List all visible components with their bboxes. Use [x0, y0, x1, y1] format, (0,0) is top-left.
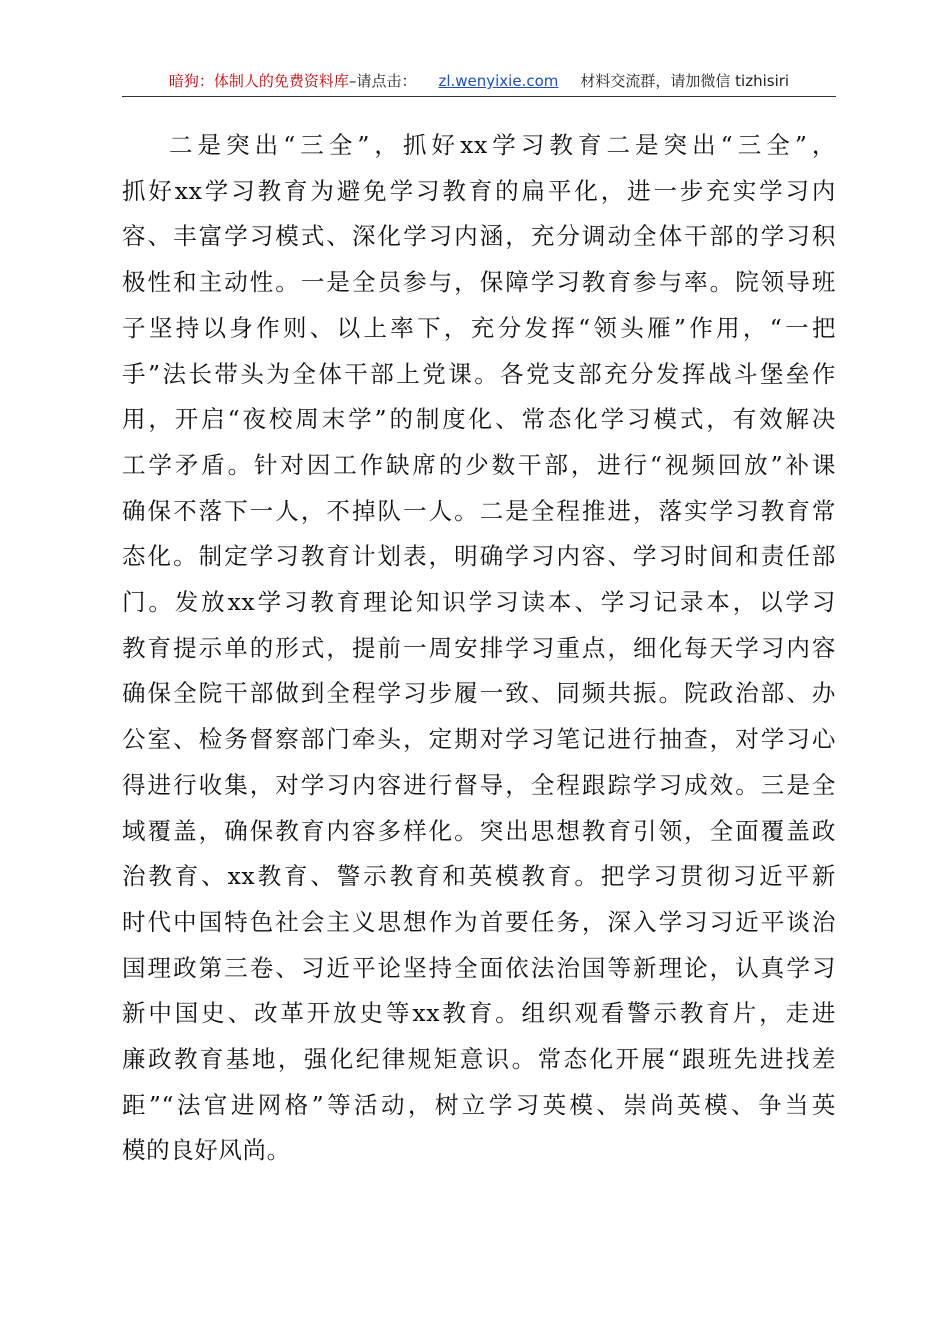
paragraph-line: 门。发放xx学习教育理论知识学习读本、学习记录本，以学习 [122, 588, 836, 617]
paragraph-line: 公室、检务督察部门牵头，定期对学习笔记进行抽查，对学习心 [122, 725, 836, 754]
page-header [122, 70, 836, 97]
paragraph-line: 模的良好风尚。 [122, 1136, 291, 1165]
paragraph-line: 二是突出“三全”，抓好xx学习教育二是突出“三全”， [169, 131, 836, 159]
header-link[interactable]: zl.wenyixie.com [438, 72, 559, 90]
paragraph-line: 时代中国特色社会主义思想作为首要任务，深入学习习近平谈治 [122, 907, 836, 936]
header-prompt: –请点击： [348, 72, 417, 90]
document-body [122, 123, 836, 1174]
paragraph-line: 极性和主动性。一是全员参与，保障学习教育参与率。院领导班 [122, 268, 836, 297]
paragraph-line: 确保全院干部做到全程学习步履一致、同频共振。院政治部、办 [122, 679, 836, 708]
paragraph-line: 手”法长带头为全体干部上党课。各党支部充分发挥战斗堡垒作 [122, 359, 836, 388]
paragraph-line: 治教育、xx教育、警示教育和英模教育。把学习贯彻习近平新 [122, 862, 836, 891]
paragraph-line: 域覆盖，确保教育内容多样化。突出思想教育引领，全面覆盖政 [122, 816, 836, 845]
header-brand: 暗狗：体制人的免费资料库 [168, 72, 349, 90]
paragraph-line: 教育提示单的形式，提前一周安排学习重点，细化每天学习内容 [122, 633, 836, 662]
paragraph-line: 态化。制定学习教育计划表，明确学习内容、学习时间和责任部 [122, 542, 836, 571]
paragraph-line: 抓好xx学习教育为避免学习教育的扁平化，进一步充实学习内 [122, 176, 836, 205]
paragraph-line: 子坚持以身作则、以上率下，充分发挥“领头雁”作用，“一把 [122, 313, 836, 342]
paragraph-line: 得进行收集，对学习内容进行督导，全程跟踪学习成效。三是全 [122, 770, 836, 799]
paragraph-line: 确保不落下一人，不掉队一人。二是全程推进，落实学习教育常 [122, 496, 836, 525]
paragraph-line: 新中国史、改革开放史等xx教育。组织观看警示教育片，走进 [122, 999, 836, 1028]
paragraph-line: 容、丰富学习模式、深化学习内涵，充分调动全体干部的学习积 [122, 222, 836, 251]
paragraph-line: 国理政第三卷、习近平论坚持全面依法治国等新理论，认真学习 [122, 953, 836, 982]
header-contact: 材料交流群，请加微信 tizhisiri [580, 72, 790, 90]
paragraph-line: 距”“法官进网格”等活动，树立学习英模、崇尚英模、争当英 [122, 1090, 836, 1119]
paragraph-line: 工学矛盾。针对因工作缺席的少数干部，进行“视频回放”补课 [122, 450, 836, 479]
paragraph-line: 用，开启“夜校周末学”的制度化、常态化学习模式，有效解决 [122, 405, 836, 434]
paragraph-line: 廉政教育基地，强化纪律规矩意识。常态化开展“跟班先进找差 [122, 1045, 836, 1074]
